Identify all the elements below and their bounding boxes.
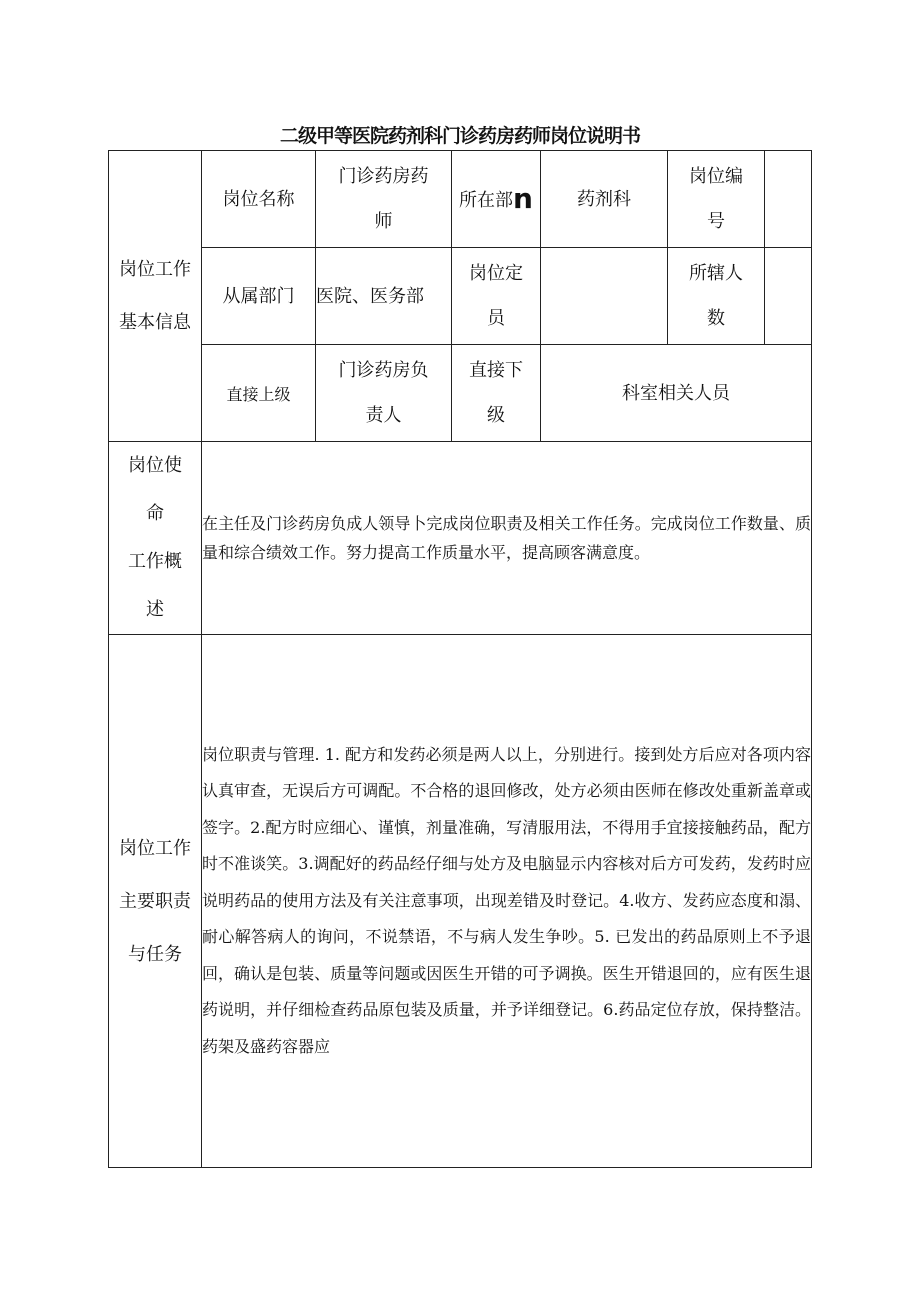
direct-superior-value-text: 门诊药房负 责人 (338, 360, 429, 426)
staffing-value (541, 248, 668, 345)
position-number-label-text: 岗位编 号 (689, 166, 743, 232)
parent-department-value: 医院、医务部 (316, 248, 452, 345)
direct-superior-value (316, 345, 452, 442)
direct-subordinate-label (452, 345, 541, 442)
position-number-label (668, 151, 765, 248)
mission-label: 岗位使 命 工作概 述 (109, 442, 202, 635)
subordinates-count-label (668, 248, 765, 345)
basic-info-row-3 (109, 345, 812, 442)
direct-subordinate-value: 科室相关人员 (541, 345, 812, 442)
department-label (452, 151, 541, 248)
staffing-label-text: 岗位定 员 (469, 263, 523, 329)
duties-text: 岗位职责与管理. 1. 配方和发药必须是两人以上，分别进行。接到处方后应对各项内容认真审查，无误后方可调配。不合格的退回修改，处方必须由医师在修改处重新盖章或签字。2.配方时应细心、谨慎，剂量准确，写清服用法，不得用手宜接接触药品，配方时不准谈笑。3.调配好的药品经仔细与处方及电脑显示内容核对后方可发药，发药时应说明药品的使用方法及有关注意事项，出现差错及时登记。4.收方、发药应态度和溻、耐心解答病人的询问，不说禁语，不与病人发生争吵。5. 已发出的药品原则上不予退回，确认是包装、质量等问题或因医生开错的可予调换。医生开错退回的，应有医生退药说明，并仔细检查药品原包装及质量，并予详细登记。6.药品定位存放，保持整洁。药架及盛药容器应 (202, 635, 812, 1168)
document-title: 二级甲等医院药剂科门诊药房药师岗位说明书 (279, 125, 640, 147)
department-label-text: 所在部 (459, 189, 514, 211)
direct-subordinate-label-text: 直接下 级 (469, 360, 523, 426)
position-name-value (316, 151, 452, 248)
subordinates-count-label-text: 所辖人 数 (689, 263, 743, 329)
direct-superior-label: 直接上级 (202, 345, 316, 442)
department-label-tail: n (513, 181, 533, 215)
position-name-value-text: 门诊药房药 师 (338, 166, 429, 232)
basic-info-row-2 (109, 248, 812, 345)
department-value: 药剂科 (541, 151, 668, 248)
basic-info-section-label: 岗位工作 基本信息 (109, 151, 202, 442)
position-name-label: 岗位名称 (202, 151, 316, 248)
job-description-table (108, 150, 812, 1168)
duties-label: 岗位工作 主要职责 与任务 (109, 635, 202, 1168)
parent-department-label: 从属部门 (202, 248, 316, 345)
subordinates-count-value (765, 248, 812, 345)
position-number-value (765, 151, 812, 248)
basic-info-row-1 (109, 151, 812, 248)
staffing-label (452, 248, 541, 345)
duties-row (109, 635, 812, 1168)
mission-text: 在主任及门诊药房负成人领导卜完成岗位职责及相关工作任务。完成岗位工作数量、质量和综合绩效工作。努力提高工作质量水平，提高顾客满意度。 (202, 442, 812, 635)
mission-row (109, 442, 812, 635)
